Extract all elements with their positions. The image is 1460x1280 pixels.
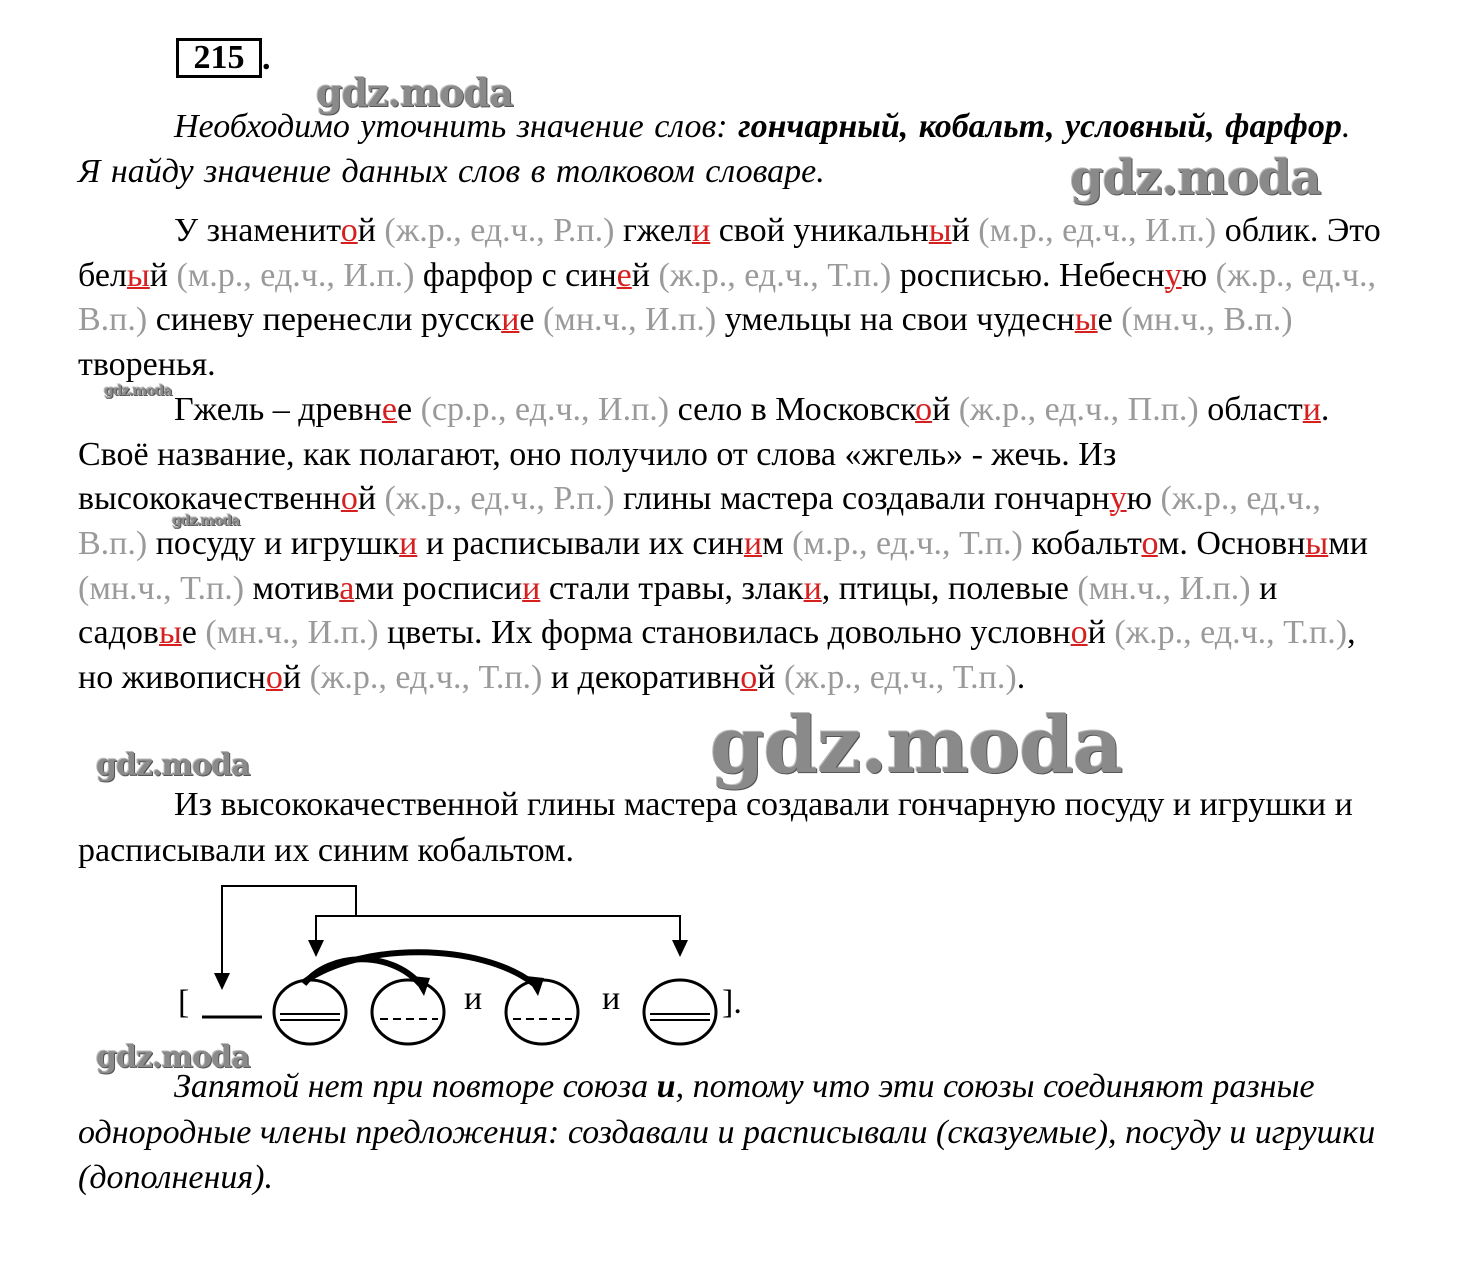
ending: ы [1305,524,1329,562]
grammar-note: (ж.р., ед.ч., Т.п.) [309,659,543,697]
text: росписью. Небесн [891,256,1165,294]
watermark: gdz.moda [104,383,172,399]
grammar-note: (м.р., ед.ч., Т.п.) [792,524,1023,562]
grammar-note: (мн.ч., И.п.) [542,301,717,339]
scheme-close-bracket: ]. [722,984,742,1021]
ending: е [616,256,632,294]
grammar-note: (ж.р., ед.ч., Р.п.) [384,212,615,249]
predicate-circle-2 [644,980,716,1044]
exercise-number-dot: . [262,40,271,77]
explanation-conjunction: и [656,1068,676,1105]
exercise-number: 215 [176,38,262,78]
ending: и [691,212,711,249]
text: м. Основн [1157,524,1306,562]
text: й [951,212,979,249]
text: глины мастера создавали гончарн [614,480,1110,518]
grammar-note: (мн.ч., И.п.) [205,614,379,652]
watermark: gdz.moda [172,513,240,529]
grammar-note: (ж.р., ед.ч., Т.п.) [658,256,892,294]
text: й [357,212,385,249]
text: , птицы, полевые [821,569,1078,607]
ending: ы [158,614,182,652]
explanation-text-end: , потому что эти союзы соединяют разные однородные члены предложения: создавали и расписывали (сказуемые), посуду и игрушки (дополнения). [78,1068,1376,1196]
grammar-note: (мн.ч., Т.п.) [78,569,245,607]
text: умельцы на свои чудесн [716,301,1075,339]
sentence-text: Из высококачественной глины мастера создавали гончарную посуду и игрушки и расписывали их синим кобальтом. [78,786,1353,869]
text: село в Московск [669,390,916,428]
watermark: gdz.moda [96,748,250,783]
text: цветы. Их форма становилась довольно условн [378,614,1071,652]
text: ми росписи [354,569,523,607]
text: и декоративн [542,659,741,697]
grammar-note: (мн.ч., И.п.) [1077,569,1251,607]
ending: и [803,569,822,607]
intro-text-end: . Я найду значение данных слов в толковом словаре. [78,108,1351,190]
intro-words: гончарный, кобальт, условный, фарфор [738,108,1342,145]
ending: о [340,212,358,249]
text: област [1198,390,1303,428]
intro-text: Необходимо уточнить значение слов: [174,108,739,145]
ending: о [265,659,283,697]
text: й [357,480,385,518]
arrow-head [526,976,544,996]
grammar-note: (ж.р., ед.ч., В.п.) [78,256,1377,339]
arrow-head [672,940,688,957]
text: е [181,614,206,652]
grammar-note: (м.р., ед.ч., И.п.) [978,212,1217,249]
grammar-note: (ср.р., ед.ч., И.п.) [420,390,670,428]
grammar-note: (ж.р., ед.ч., П.п.) [958,390,1199,428]
explanation-text: Запятой нет при повторе союза [174,1068,657,1105]
text: е [397,390,421,428]
arrow-head [412,976,430,996]
grammar-note: (ж.р., ед.ч., В.п.) [78,480,1321,562]
watermark: gdz.moda [1070,150,1321,206]
text: свой уникальн [710,212,929,249]
object-circle-2 [506,980,578,1044]
text: гжел [614,212,692,249]
ending: о [915,390,933,428]
ending: и [522,569,541,607]
text: й [149,256,177,294]
text: й [757,659,784,697]
watermark: gdz.moda [96,1040,250,1075]
text: ми [1328,524,1368,562]
text: й [1087,614,1115,652]
arrow-head [308,940,324,957]
text: , но живописн [78,614,1356,697]
grammar-note: (ж.р., ед.ч., Р.п.) [384,480,615,518]
text: кобальт [1022,524,1142,562]
ending: о [1070,614,1088,652]
ending: о [1141,524,1158,562]
scheme-conjunction-2: и [602,980,621,1017]
scheme-open-bracket: [ [178,984,190,1021]
text: творенья. [78,346,216,384]
ending: о [740,659,758,697]
grammar-note: (ж.р., ед.ч., Т.п.) [783,659,1017,697]
ending: ы [1074,301,1098,339]
text: й [631,256,659,294]
text: стали травы, злак [540,569,804,607]
ending: о [340,480,358,518]
ending: е [381,390,397,428]
text: облик. Это бел [78,212,1381,294]
grammar-note: (ж.р., ед.ч., Т.п.) [1114,614,1348,652]
ending: а [339,569,355,607]
ending: ы [928,212,952,249]
text: . [1016,659,1026,697]
ending: у [1109,480,1127,518]
text: е [1097,301,1122,339]
ending: и [501,301,520,339]
text: . Своё название, как полагают, оно получило от слова «жгель» - жечь. Из высококачественн [78,390,1330,518]
text: и садов [78,569,1278,652]
explanation [78,1064,1388,1201]
object-circle-1 [372,980,444,1044]
text: синеву перенесли русск [147,301,502,339]
text: У знаменит [174,212,341,249]
text: ю [1181,256,1216,294]
ending: и [743,524,763,562]
ending: и [399,524,418,562]
text: Гжель – древн [174,390,382,428]
connector-line [316,916,680,940]
text: посуду и игрушк [147,524,400,562]
text: й [932,390,959,428]
text: й [282,659,310,697]
text: мотив [244,569,340,607]
text: е [519,301,543,339]
text: м [762,524,793,562]
watermark: gdz.moda [316,70,513,115]
ending: ы [126,256,150,294]
predicate-circle-1 [274,980,346,1044]
scheme-conjunction-1: и [464,980,483,1017]
grammar-note: (мн.ч., В.п.) [1121,301,1293,339]
grammar-note: (м.р., ед.ч., И.п.) [176,256,415,294]
text: фарфор с син [414,256,617,294]
ending: и [1302,390,1321,428]
text: и расписывали их син [417,524,744,562]
text: ю [1126,480,1161,518]
arrow-head [214,973,230,990]
ending: у [1164,256,1182,294]
watermark: gdz.moda [710,700,1123,791]
